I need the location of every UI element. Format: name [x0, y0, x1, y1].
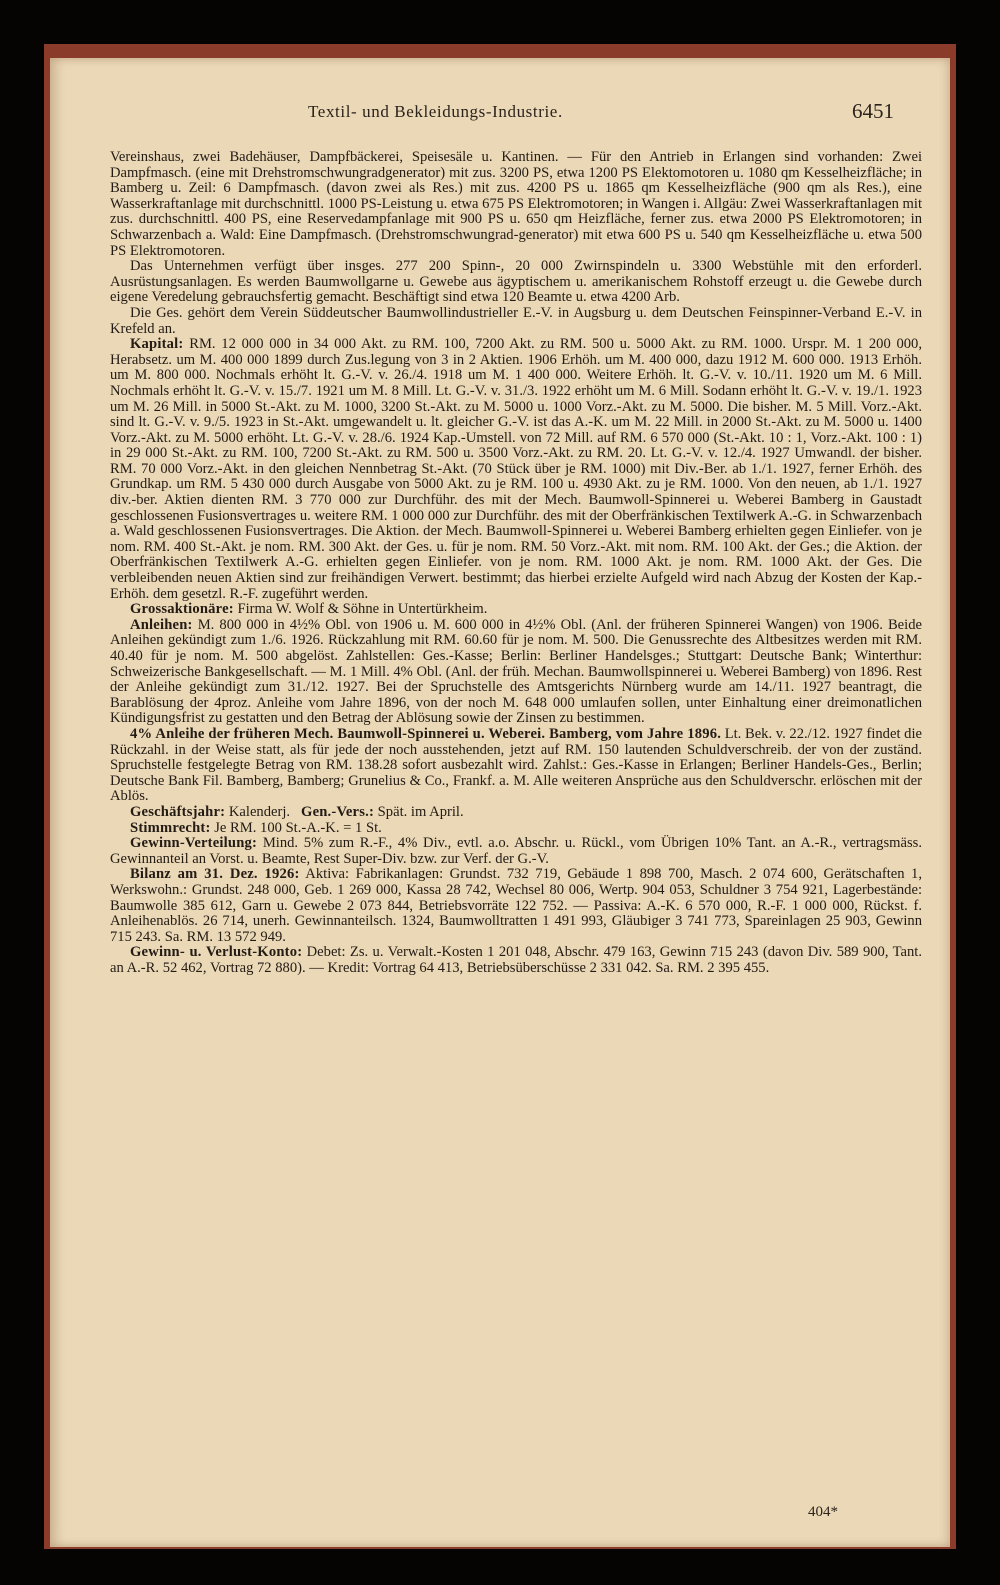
paragraph-text: Das Unternehmen verfügt über insges. 277 200 Spinn-, 20 000 Zwirnspindeln u. 3300 Webstühle mit den erforderl. Ausrüstungsanlagen. Es werden Baumwollgarne u. Gewebe aus ägyptischem u. amerikanischem Rohstoff erzeugt u. die Gewebe durch eigene Veredelung gebrauchsfertig gemacht. Beschäftigt sind etwa 120 Beamte u. etwa 4200 Arb.: [110, 258, 922, 306]
page-number: 6451: [852, 99, 894, 123]
paragraph-grossaktionaere: [110, 602, 922, 618]
paragraph-kapital: [110, 337, 922, 602]
paragraph-text: Aktiva: Fabrikanlagen: Grundst. 732 719, Gebäude 1 898 700, Masch. 2 074 600, Gerätschaften 1, Werkswohn.: Grundst. 248 000, Geb. 1 269 000, Kassa 28 742, Wechsel 80 006, Wertp. 904 053, Schuldner 3 754 921, Lagerbestände: Baumwolle 385 612, Garn u. Gewebe 2 073 844, Betriebsvorräte 122 752. — Passiva: A.-K. 6 570 000, R.-F. 1 000 000, Rückst. f. Anleihenablös. 26 714, unerh. Gewinnanteilsch. 1324, Baumwolltratten 1 491 993, Gläubiger 3 741 773, Spareinlagen 25 903, Gewinn 715 243. Sa. RM. 13 572 949.: [110, 866, 923, 945]
paragraph-text: Vereinshaus, zwei Badehäuser, Dampfbäckerei, Speisesäle u. Kantinen. — Für den Antrieb in Erlangen sind vorhanden: Zwei Dampfmasch. (eine mit Drehstromschwungradgenerator) mit zus. 3200 PS, etwa 1200 PS Elektomotoren u. 1080 qm Kesselheizfläche; in Bamberg u. Zeil: 6 Dampfmasch. (davon zwei als Res.) mit zus. 4200 PS u. 1865 qm Kesselheizfläche (900 qm als Res.), eine Wasserkraftanlage mit durchschnittl. 1000 PS-Leistung u. etwa 675 PS Elektromotoren; in Wangen i. Allgäu: Zwei Wasserkraftanlagen mit zus. durchschnittl. 400 PS, eine Reservedampfanlage mit 900 PS u. 650 qm Heizfläche, ferner zus. etwa 2000 PS Elektromotoren; in Schwarzenbach a. Wald: Eine Dampfmasch. (Drehstromschwungrad-generator) mit etwa 600 PS u. 540 qm Kesselheizfläche u. etwa 500 PS Elektromotoren.: [110, 149, 922, 259]
section-label: Stimmrecht:: [130, 819, 211, 836]
paragraph-gewinn-verlust: [110, 945, 922, 976]
section-label: Gewinn- u. Verlust-Konto:: [130, 944, 303, 961]
paragraph-gewinn-verteilung: [110, 836, 922, 867]
paragraph-text: Je RM. 100 St.-A.-K. = 1 St.: [214, 819, 382, 836]
paragraph-text: Firma W. Wolf & Söhne in Untertürkheim.: [237, 601, 488, 618]
paragraph: [110, 150, 922, 259]
section-label: Gen.-Vers.:: [301, 803, 375, 820]
section-label: Grossaktionäre:: [130, 601, 234, 618]
paragraph: [110, 259, 922, 306]
paragraph-text: RM. 12 000 000 in 34 000 Akt. zu RM. 100, 7200 Akt. zu RM. 500 u. 5000 Akt. zu RM. 1000. Urspr. M. 1 200 000, Herabsetz. um M. 400 000 1899 durch Zus.legung von 3 in 2 Aktien. 1906 Erhöh. um M. 400 000, dazu 1912 M. 600 000. 1913 Erhöh. um M. 800 000. Nochmals erhöht lt. G.-V. v. 26./4. 1918 um M. 1 400 000. Weitere Erhöh. lt. G.-V. v. 10./11. 1920 um M. 6 Mill. Nochmals erhöht lt. G.-V. v. 15./7. 1921 um M. 8 Mill. Lt. G.-V. v. 31./3. 1922 erhöht um M. 6 Mill. Sodann erhöht lt. G.-V. v. 19./1. 1923 um M. 26 Mill. in 5000 St.-Akt. zu M. 1000, 3200 St.-Akt. zu M. 5000 u. 1000 Vorz.-Akt. zu M. 5000. Die bisher. M. 5 Mill. Vorz.-Akt. sind lt. G.-V. v. 9./5. 1923 in St.-Akt. umgewandelt u. lt. gleicher G.-V. ist das A.-K. um M. 22 Mill. in 2000 St.-Akt. zu M. 5000 u. 1400 Vorz.-Akt. zu M. 5000 erhöht. Lt. G.-V. v. 28./6. 1924 Kap.-Umstell. von 72 Mill. auf RM. 6 570 000 (St.-Akt. 10 : 1, Vorz.-Akt. 100 : 1) in 29 000 St.-Akt. zu RM. 100, 7200 St.-Akt. zu RM. 500 u. 3500 Vorz.-Akt. zu RM. 20. Lt. G.-V. v. 12./4. 1927 Umwandl. der bisher. RM. 70 000 Vorz.-Akt. in den gleichen Nennbetrag St.-Akt. (70 Stück über je RM. 1000) mit Div.-Ber. ab 1./1. 1927, ferner Erhöh. des Grundkap. um RM. 5 430 000 durch Ausgabe von 5000 Akt. zu je RM. 100 u. 4930 Akt. zu je RM. 1000. Von den neuen, ab 1./1. 1927 div.-ber. Aktien dienten RM. 3 770 000 zur Durchführ. des mit der Mech. Baumwoll-Spinnerei u. Weberei Bamberg in Gaustadt geschlossenen Fusionsvertrages u. weitere RM. 1 000 000 zur Durchführ. des mit der Oberfränkischen Textilwerk A.-G. in Schwarzenbach a. Wald geschlossenen Fusionsvertrages. Die Aktion. der Mech. Baumwoll-Spinnerei u. Weberei Bamberg erhielten gegen Einliefer. von je nom. RM. 400 St.-Akt. je nom. RM. 300 Akt. der Ges. u. für je nom. RM. 50 Vorz.-Akt. mit nom. RM. 100 Akt. der Ges.; die Aktion. der Oberfränkischen Textilwerk A.-G. erhielten gegen Einliefer. von je nom. RM. 1000 Akt. je nom. RM. 1000 Akt. der Ges. Die verbleibenden neuen Aktien sind zur freihändigen Verwert. bestimmt; das hierbei erzielte Aufgeld wird nach Abzug der Kosten der Kap.-Erhöh. dem gesetzl. R.-F. zugeführt werden.: [110, 336, 922, 602]
paragraph-text: Spät. im April.: [377, 803, 464, 820]
paragraph-text: Lt. Bek. v. 22./12. 1927 findet die Rückzahl. in der Weise statt, als für jede der noch ausstehenden, jetzt auf RM. 150 lautenden Schuldverschreib. der von der zuständ. Spruchstelle festgelegte Betrag von RM. 138.28 sofort ausbezahlt wird. Zahlst.: Ges.-Kasse in Erlangen; Berliner Handels-Ges., Berlin; Deutsche Bank Fil. Bamberg, Bamberg; Grunelius & Co., Frankf. a. M. Alle weiteren Ansprüche aus den Schuldverschr. erlöschen mit der Ablös.: [110, 725, 922, 805]
paragraph-text: Kalenderj.: [228, 803, 291, 820]
body-text: [110, 150, 922, 976]
paragraph-text: Mind. 5% zum R.-F., 4% Div., evtl. a.o. Abschr. u. Rückl., vom Übrigen 10% Tant. an A.-R., vertragsmäss. Gewinnanteil an Vorst. u. Beamte, Rest Super-Div. bzw. zur Verf. der G.-V.: [110, 835, 922, 867]
paragraph-anleihe-1896: [110, 727, 922, 805]
signature-mark: 404*: [808, 1504, 838, 1520]
section-label: Geschäftsjahr:: [130, 803, 226, 820]
section-label: 4% Anleihe der früheren Mech. Baumwoll-Spinnerei u. Weberei. Bamberg, vom Jahre 1896.: [130, 725, 722, 742]
section-label: Anleihen:: [130, 616, 193, 633]
section-label: Bilanz am 31. Dez. 1926:: [130, 866, 300, 883]
document-page: [50, 58, 950, 1547]
paragraph-geschaeftsjahr: [110, 805, 922, 821]
paragraph-text: Die Ges. gehört dem Verein Süddeutscher Baumwollindustrieller E.-V. in Augsburg u. dem Deutschen Feinspinner-Verband E.-V. in Krefeld an.: [110, 304, 922, 337]
paragraph-anleihen: [110, 618, 922, 727]
paragraph: [110, 306, 922, 337]
running-title: Textil- und Bekleidungs-Industrie.: [308, 102, 563, 121]
paragraph-text: Debet: Zs. u. Verwalt.-Kosten 1 201 048, Abschr. 479 163, Gewinn 715 243 (davon Div. 589 900, Tant. an A.-R. 52 462, Vortrag 72 880). — Kredit: Vortrag 64 413, Betriebsüberschüsse 2 331 042. Sa. RM. 2 395 455.: [110, 944, 922, 976]
section-label: Kapital:: [130, 336, 184, 353]
page-header: [50, 99, 950, 130]
paragraph-stimmrecht: [110, 821, 922, 837]
paragraph-bilanz: [110, 867, 922, 945]
paragraph-text: M. 800 000 in 4½% Obl. von 1906 u. M. 600 000 in 4½% Obl. (Anl. der früheren Spinnerei Wangen) von 1906. Beide Anleihen gekündigt zum 1./6. 1926. Rückzahlung mit RM. 60.60 für je nom. M. 500. Die Genussrechte des Altbesitzes werden mit RM. 40.40 für je nom. M. 500 abgelöst. Zahlstellen: Ges.-Kasse; Berlin: Berliner Handelsges.; Stuttgart: Deutsche Bank; Winterthur: Schweizerische Bankgesellschaft. — M. 1 Mill. 4% Obl. (Anl. der früh. Mechan. Baumwollspinnerei u. Weberei Bamberg) von 1896. Rest der Anleihe gekündigt zum 31./12. 1927. Bei der Spruchstelle des Amtsgerichts Nürnberg wurde am 14./11. 1927 beantragt, die Barablösung der 4proz. Anleihe vom Jahre 1896, von der noch M. 648 000 umlaufen sollen, unter Einhaltung einer dreimonatlichen Kündigungsfrist zu gestatten und den Betrag der Ablösung sowie der Zinsen zu bestimmen.: [110, 616, 922, 727]
section-label: Gewinn-Verteilung:: [130, 835, 258, 852]
